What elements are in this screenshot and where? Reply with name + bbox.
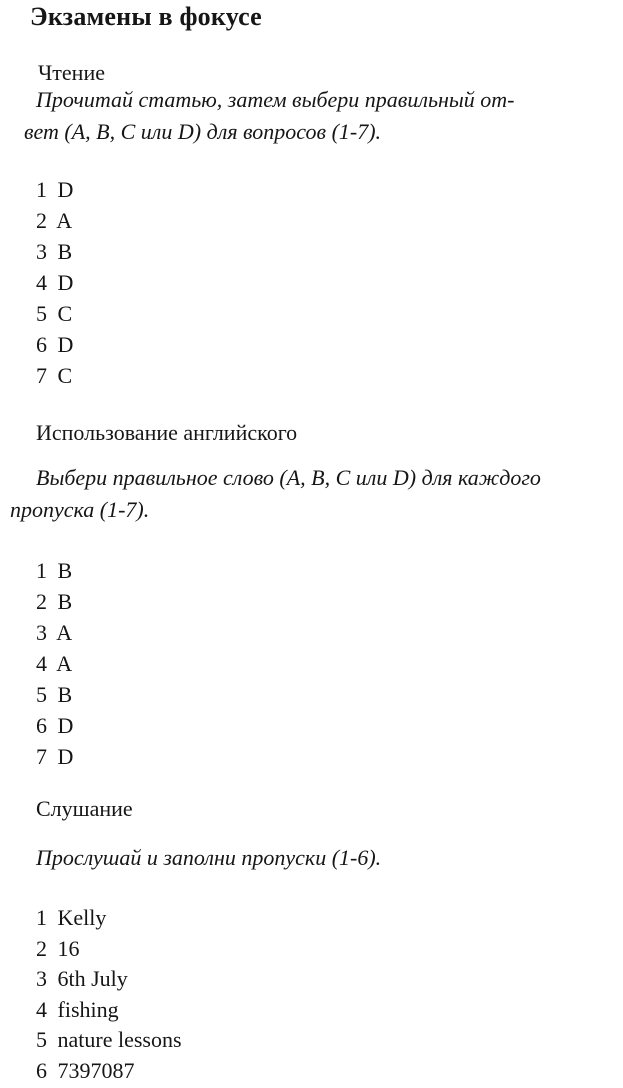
answer-item: 3 6th July [36, 966, 128, 992]
english-use-heading: Использование английского [36, 420, 298, 445]
reading-instruction-line-1: Прочитай статью, затем выбери правильный от- [36, 87, 515, 112]
listening-answer-list [36, 903, 182, 1087]
answer-item: 6 D [36, 332, 74, 357]
answer-item: 3 A [36, 620, 73, 645]
answer-item: 6 7397087 [36, 1057, 135, 1083]
english-use-instruction-line-2: пропуска (1-7). [10, 497, 150, 522]
answer-item: 4 fishing [36, 996, 119, 1022]
answer-item: 2 16 [36, 935, 80, 961]
answer-item: 4 D [36, 270, 74, 295]
answer-item: 5 C [36, 301, 73, 326]
answer-item: 5 nature lessons [36, 1027, 182, 1053]
reading-answer-list [36, 174, 73, 391]
english-use-answer-list [36, 555, 73, 772]
answer-item: 1 Kelly [36, 905, 107, 930]
answer-item: 3 B [36, 239, 73, 264]
answer-item: 2 A [36, 208, 73, 233]
answer-item: 2 B [36, 589, 73, 614]
reading-heading: Чтение [38, 60, 105, 85]
page-title: Экзамены в фокусе [30, 2, 262, 31]
listening-heading: Слушание [36, 796, 133, 821]
reading-instruction-line-2: вет (A, B, C или D) для вопросов (1-7). [24, 119, 382, 144]
english-use-instruction-line-1: Выбери правильное слово (A, B, C или D) для каждого [36, 465, 541, 490]
answer-item: 5 B [36, 682, 73, 707]
answer-item: 1 D [36, 177, 74, 202]
answer-item: 1 B [36, 558, 73, 583]
listening-instruction: Прослушай и заполни пропуски (1-6). [36, 845, 382, 870]
answer-item: 7 C [36, 363, 73, 388]
answer-item: 7 D [36, 744, 74, 769]
answer-item: 4 A [36, 651, 73, 676]
answer-item: 6 D [36, 713, 74, 738]
